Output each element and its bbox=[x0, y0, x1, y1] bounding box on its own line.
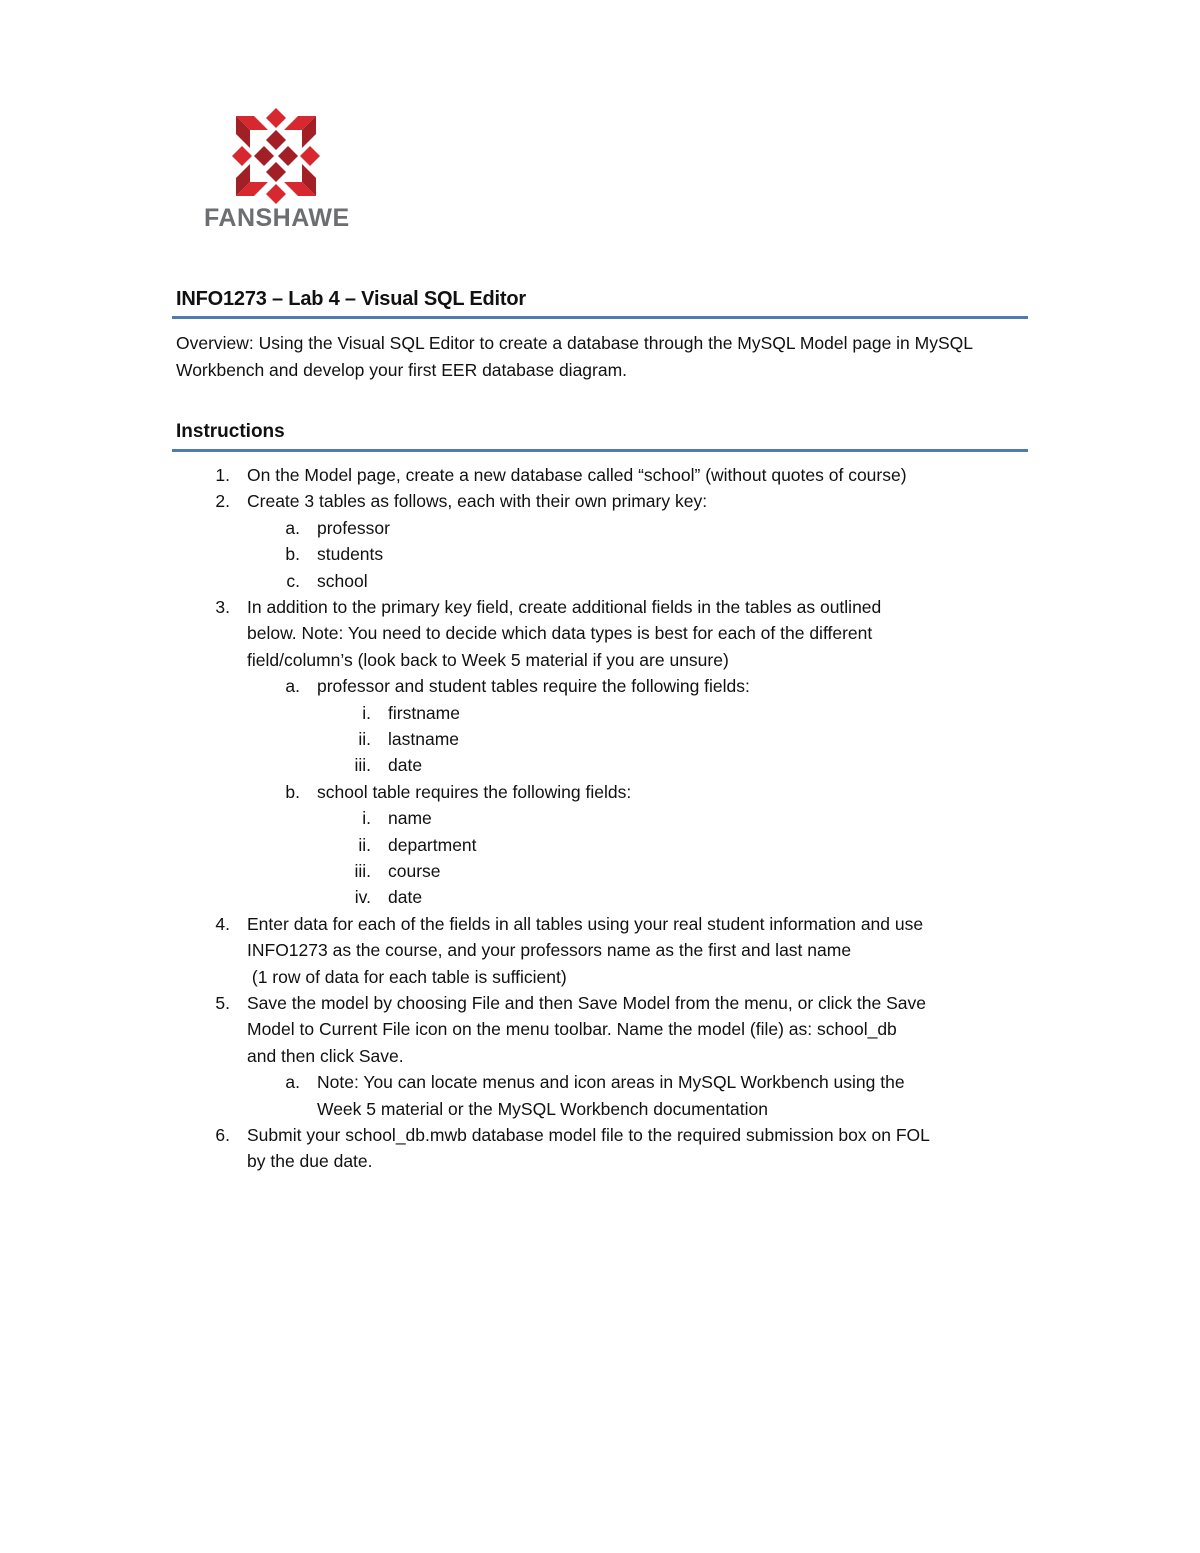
list-item-text: Create 3 tables as follows, each with their own primary key: bbox=[247, 491, 708, 512]
list-item-text: school table requires the following fields: bbox=[317, 781, 632, 802]
list-item-marker: 2. bbox=[215, 491, 230, 512]
list-item-marker: c. bbox=[286, 570, 300, 591]
list-item-text: Enter data for each of the fields in all tables using your real student information and use bbox=[247, 913, 924, 934]
list-item-marker: ii. bbox=[358, 834, 371, 855]
list-item-marker: 5. bbox=[215, 993, 230, 1013]
list-item-text: by the due date. bbox=[247, 1151, 373, 1172]
list-item-text: date bbox=[388, 887, 423, 908]
list-item-text: professor and student tables require the following fields: bbox=[317, 676, 750, 697]
list-item-text: In addition to the primary key field, create additional fields in the tables as outlined bbox=[247, 597, 882, 617]
list-item-text: firstname bbox=[388, 702, 460, 723]
logo-chevron-piece bbox=[232, 146, 252, 166]
list-item-text: Submit your school_db.mwb database model file to the required submission box on FOL bbox=[247, 1125, 930, 1145]
page-title: INFO1273 – Lab 4 – Visual SQL Editor bbox=[176, 288, 526, 310]
list-item-marker: a. bbox=[285, 517, 300, 538]
list-item-marker: 3. bbox=[215, 597, 230, 617]
list-item-text: Note: You can locate menus and icon areas in MySQL Workbench using the bbox=[317, 1072, 905, 1093]
logo-chevron-piece bbox=[266, 184, 286, 204]
list-item-marker: 1. bbox=[215, 465, 230, 485]
list-item-marker: i. bbox=[362, 808, 371, 829]
title-divider bbox=[172, 316, 1028, 319]
list-item-text: Model to Current File icon on the menu toolbar. Name the model (file) as: school_db bbox=[247, 1019, 897, 1040]
list-item-text: below. Note: You need to decide which data types is best for each of the different bbox=[247, 623, 873, 644]
list-item-marker: b. bbox=[285, 544, 300, 565]
list-item-text: students bbox=[317, 544, 384, 565]
list-item-marker: b. bbox=[285, 781, 300, 802]
list-item-marker: 6. bbox=[215, 1125, 230, 1145]
logo-chevron-mark bbox=[232, 108, 320, 204]
list-item-marker: iii. bbox=[354, 755, 371, 776]
list-item-text: name bbox=[388, 808, 432, 829]
list-item-text: lastname bbox=[388, 729, 460, 749]
list-item-marker: i. bbox=[362, 702, 371, 723]
logo-chevron-piece bbox=[266, 108, 286, 128]
logo-wordmark: FANSHAWE bbox=[204, 204, 350, 232]
list-item-text: (1 row of data for each table is sufficient) bbox=[247, 966, 567, 987]
overview-text: Overview: Using the Visual SQL Editor to create a database through the MySQL Model page in MySQL Workbench and develop your first EER database diagram. bbox=[176, 333, 973, 380]
fanshawe-logo-icon bbox=[200, 108, 352, 234]
list-item-text: Save the model by choosing File and then Save Model from the menu, or click the Save bbox=[247, 993, 926, 1013]
list-item-marker: 4. bbox=[215, 913, 230, 934]
list-item-text: INFO1273 as the course, and your professors name as the first and last name bbox=[247, 940, 852, 961]
list-item-text: Week 5 material or the MySQL Workbench documentation bbox=[317, 1098, 769, 1119]
logo-chevron-piece bbox=[266, 162, 286, 182]
list-item-text: and then click Save. bbox=[247, 1045, 404, 1066]
list-item-marker: iv. bbox=[354, 887, 371, 908]
logo-chevron-piece bbox=[278, 146, 298, 166]
logo-chevron-piece bbox=[300, 146, 320, 166]
instructions-divider bbox=[172, 449, 1028, 452]
list-item-text: department bbox=[388, 834, 477, 855]
list-item-marker: a. bbox=[285, 1072, 300, 1093]
list-item-marker: a. bbox=[285, 676, 300, 697]
list-item-text: school bbox=[317, 570, 368, 591]
list-item-marker: ii. bbox=[358, 729, 371, 749]
logo-chevron-piece bbox=[266, 130, 286, 150]
fanshawe-logo bbox=[200, 108, 352, 234]
list-item-text: field/column’s (look back to Week 5 material if you are unsure) bbox=[247, 649, 729, 670]
instructions-heading: Instructions bbox=[176, 421, 285, 442]
logo-chevron-piece bbox=[254, 146, 274, 166]
list-item-text: course bbox=[388, 861, 441, 881]
list-item-marker: iii. bbox=[354, 861, 371, 881]
list-item-text: On the Model page, create a new database called “school” (without quotes of course) bbox=[247, 465, 907, 485]
list-item-text: professor bbox=[317, 517, 390, 538]
list-item-text: date bbox=[388, 755, 423, 776]
